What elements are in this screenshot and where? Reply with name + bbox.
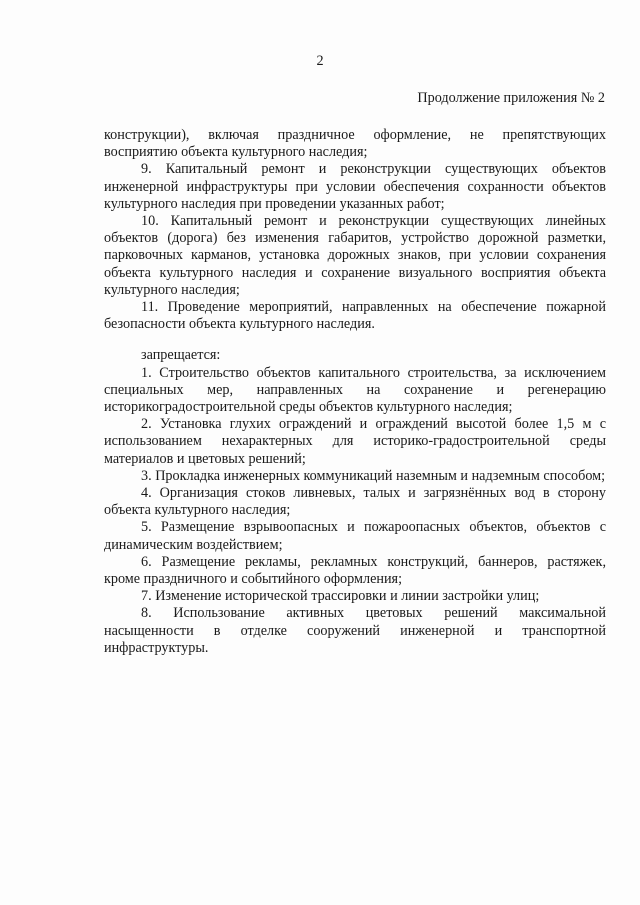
forbidden-item-8: 8. Использование активных цветовых решений максимальной насыщенности в отделке сооружений инженерной и транспортной инфраструктуры. — [104, 605, 606, 656]
forbidden-heading: запрещается: — [141, 347, 221, 364]
spacer — [104, 333, 606, 347]
forbidden-item-6: 6. Размещение рекламы, рекламных конструкций, баннеров, растяжек, кроме праздничного и событийного оформления; — [104, 553, 606, 588]
forbidden-item-4: 4. Организация стоков ливневых, талых и загрязнённых вод в сторону объекта культурного наследия; — [104, 485, 606, 519]
forbidden-item-5: 5. Размещение взрывоопасных и пожароопасных объектов, объектов с динамическим воздействием; — [104, 519, 606, 553]
document-body — [104, 127, 606, 657]
forbidden-item-7: 7. Изменение исторической трассировки и линии застройки улиц; — [141, 588, 540, 605]
paragraph-continuation: конструкции), включая праздничное оформление, не препятствующих восприятию объекта культурного наследия; — [104, 127, 606, 161]
forbidden-item-2: 2. Установка глухих ограждений и ограждений высотой более 1,5 м с использованием нехарактерных для историко-градостроительной среды материалов и цветовых решений; — [104, 416, 606, 467]
forbidden-item-1: 1. Строительство объектов капитального строительства, за исключением специальных мер, направленных на сохранение и регенерацию историкоградостроительной среды объектов культурного наследия; — [104, 364, 606, 416]
paragraph-item-11: 11. Проведение мероприятий, направленных на обеспечение пожарной безопасности объекта культурного наследия. — [104, 299, 606, 333]
paragraph-item-9: 9. Капитальный ремонт и реконструкции существующих объектов инженерной инфраструктуры при условии обеспечения сохранности объектов культурного наследия при проведении указанных работ; — [104, 161, 606, 212]
appendix-header: Продолжение приложения № 2 — [417, 90, 605, 106]
forbidden-item-3: 3. Прокладка инженерных коммуникаций наземным и надземным способом; — [141, 467, 606, 484]
page-number: 2 — [316, 53, 324, 69]
paragraph-item-10: 10. Капитальный ремонт и реконструкции существующих линейных объектов (дорога) без изменения габаритов, устройство дорожной разметки, парковочных карманов, установка дорожных знаков, при условии сохранения объекта культурного наследия и сохранение визуального восприятия объекта культурного наследия; — [104, 213, 606, 298]
